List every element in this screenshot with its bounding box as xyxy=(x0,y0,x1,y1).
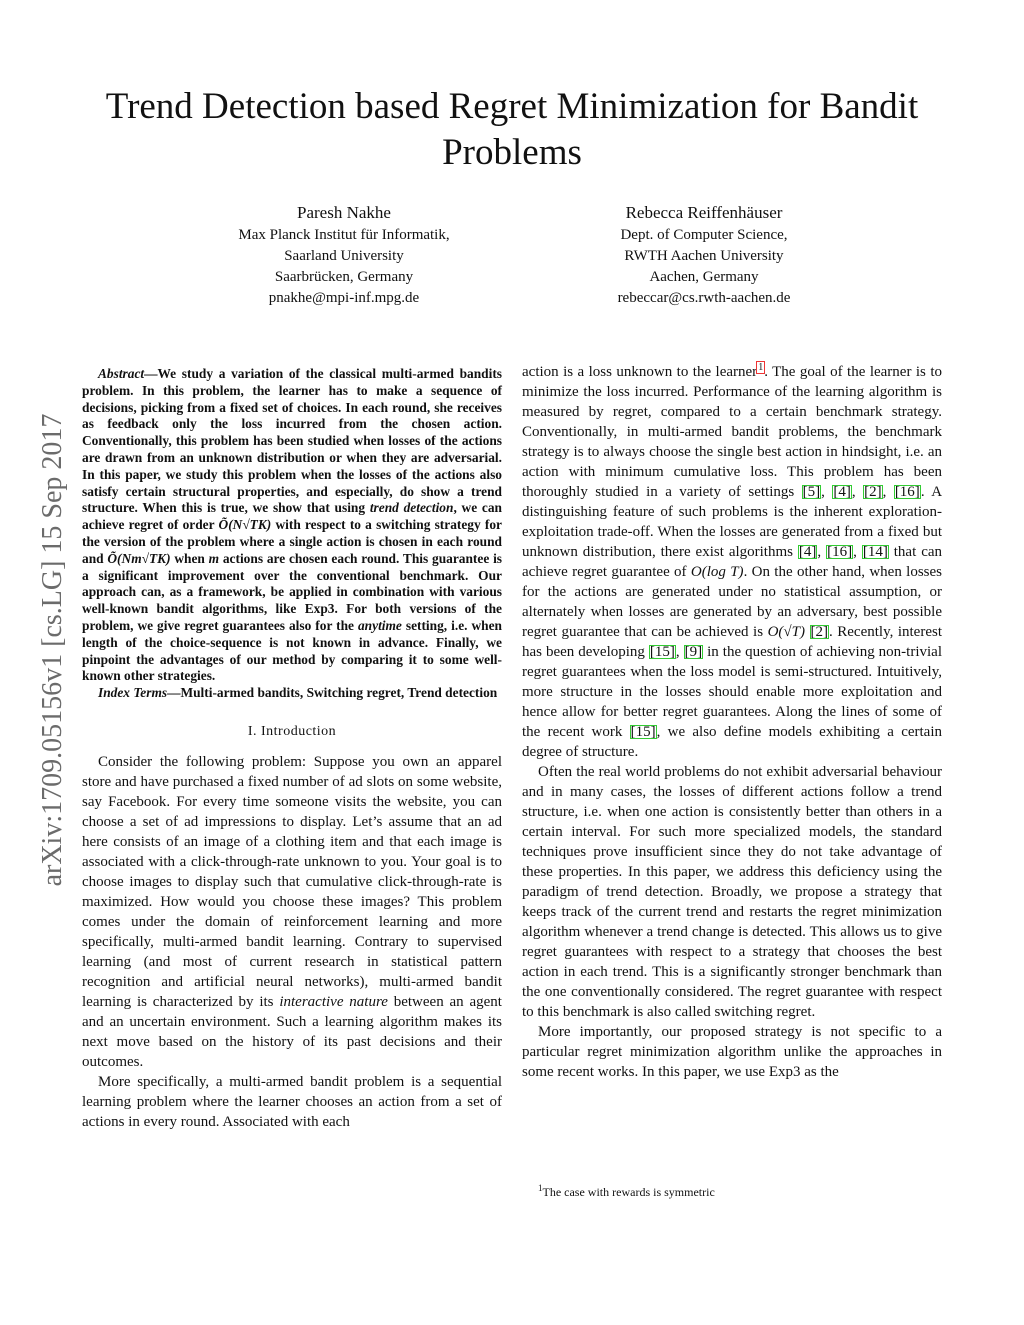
paragraph-text: that can achieve regret guarantee of xyxy=(522,544,943,580)
author-affiliation: RWTH Aachen University xyxy=(624,248,784,264)
author-email: rebeccar@cs.rwth-aachen.de xyxy=(617,290,791,306)
citation-link[interactable]: [2] xyxy=(864,484,882,500)
footnote-mark: 1 xyxy=(538,1183,543,1193)
abstract-text: , we can achieve regret of order xyxy=(82,500,502,533)
abstract xyxy=(82,366,502,685)
author-email: pnakhe@mpi-inf.mpg.de xyxy=(268,290,420,306)
footnote xyxy=(538,1180,938,1200)
author-affiliation: Max Planck Institut für Informatik, xyxy=(238,227,450,243)
abstract-label: Abstract xyxy=(98,366,145,381)
citation-link[interactable]: [9] xyxy=(684,644,703,660)
math-expression: O(√T) xyxy=(767,624,805,640)
citation-link[interactable]: [16] xyxy=(827,544,853,560)
paragraph: Often the real world problems do not exhibit adversarial behaviour and in many cases, the losses of different actions follow a trend structure, i.e. when one action is consistently better than others in a certain interval. For such more specialized models, the standard techniques prove insufficient since they do not take advantage of these properties. In this paper, we address this deficiency using the paradigm of trend detection. Broadly, we propose a strategy that keeps track of the current trend and restarts the regret minimization algorithm whenever a trend change is detected. This allows us to give regret guarantees with respect to a strategy that chooses the best action in each trend. This is a significantly stronger benchmark than the one conventionally considered. The regret guarantee with respect to this benchmark is also called switching regret. xyxy=(522,764,942,1020)
section-heading: I. Introduction xyxy=(247,723,337,739)
paragraph-text: between an agent and an uncertain environment. Such a learning algorithm makes its next move based on the history of its past decisions and their outcomes. xyxy=(82,993,502,1070)
index-terms-label: Index Terms xyxy=(98,685,168,701)
footnote-link[interactable]: 1 xyxy=(758,362,764,373)
abstract-text: setting, i.e. when length of the choice-sequence is not known in advance. Finally, we pinpoint the advantages of our method by comparing it to some well-known other strategies. xyxy=(82,617,502,684)
paragraph: More importantly, our proposed strategy is not specific to a particular regret minimization algorithm unlike the approaches in some recent works. In this paper, we use Exp3 as the xyxy=(522,1024,942,1080)
citation-link[interactable]: [16] xyxy=(894,484,920,500)
math-expression: O(log T) xyxy=(690,564,744,580)
abstract-text: —We study a variation of the classical multi-armed bandits problem. In this problem, the learner has to make a sequence of decisions, picking from a fixed set of choices. In each round, she receives as feedback only the loss incurred from the chosen action. Conventionally, this problem has been studied when losses of the actions are drawn from an unknown distribution or when they are adversarial. In this paper, we study this problem when the losses of the actions also satisfy certain structural properties, and especially, do show a trend structure. When this is true, we show that using xyxy=(82,366,502,516)
paragraph-text: . Recently, interest has been developing xyxy=(522,624,942,660)
author-location: Saarbrücken, Germany xyxy=(274,269,414,285)
paragraph-text: . The goal of the learner is to minimize the loss incurred. Performance of the learning algorithm is measured by regret, compared to a certain benchmark strategy. Conventionally, in multi-armed bandit problems, the benchmark strategy is to always choose the single best action in hindsight, i.e. an action with minimum cumulative loss. This problem has been thoroughly studied in a variety of settings xyxy=(522,364,942,500)
author-name: Rebecca Reiffenhäuser xyxy=(625,203,783,222)
citation-link[interactable]: [4] xyxy=(798,544,817,560)
left-column xyxy=(82,362,502,1132)
author-block-2 xyxy=(514,201,894,309)
paragraph-text: . A distinguishing feature of such problems is the inherent exploration-exploitation trade-off. When the losses are generated from a fixed but unknown distribution, there exist algorithms xyxy=(522,484,943,560)
math-expression: Õ(Nm√TK) xyxy=(107,550,171,566)
abstract-emphasis: anytime xyxy=(357,617,402,633)
abstract-text: when xyxy=(170,550,209,566)
citation-link[interactable]: [4] xyxy=(833,484,851,500)
paragraph-text: . On the other hand, when losses for the actions are generated under no statistical assumption, or alternately when losses are generated by an adversary, best possible regret guarantee that can be achieved is xyxy=(522,564,943,640)
paragraph-text: Consider the following problem: Suppose you own an apparel store and have purchased a fixed number of ad slots on some website, say Facebook. For every time someone visits the website, you can choose a set of ad impressions to display. Let’s assume that an ad here consists of an image of a clothing item and that each image is associated with a click-through-rate unknown to you. Your goal is to choose images to display such that cumulative click-through-rate is maximized. How would you choose these images? This problem comes under the domain of reinforcement learning and more specifically, multi-armed bandit learning. Contrary to supervised learning (and most of current research in statistical pattern recognition and artificial neural networks), multi-armed bandit learning is characterized by its xyxy=(82,753,502,1010)
citation-link[interactable]: [15] xyxy=(649,644,675,660)
right-column xyxy=(522,362,942,1082)
author-block-1 xyxy=(154,201,534,309)
math-expression: Õ(N√TK) xyxy=(218,517,272,533)
footnote-text: The case with rewards is symmetric xyxy=(542,1185,715,1199)
math-expression: m xyxy=(208,550,220,566)
arxiv-identifier: arXiv:1709.05156v1 [cs.LG] 15 Sep 2017 xyxy=(37,413,68,887)
author-name: Paresh Nakhe xyxy=(297,203,391,222)
paragraph-text: , we also define models exhibiting a certain degree of structure. xyxy=(522,724,943,760)
index-terms-text: —Multi-armed bandits, Switching regret, Trend detection xyxy=(167,685,498,701)
citation-link[interactable]: [15] xyxy=(630,724,656,740)
author-location: Aachen, Germany xyxy=(649,269,759,285)
paragraph-emphasis: interactive nature xyxy=(279,993,388,1010)
author-affiliation: Saarland University xyxy=(284,248,404,264)
paragraph: More specifically, a multi-armed bandit problem is a sequential learning problem where the learner chooses an action from a set of actions in every round. Associated with each xyxy=(82,1073,502,1130)
citation-link[interactable]: [5] xyxy=(802,484,821,500)
abstract-text: actions are chosen each round. This guarantee is a significant improvement over the conventional benchmark. Our approach can, as a framework, be applied in combination with various well-known bandit algorithms, like Exp3. For both versions of the problem, we give regret guarantees also for the xyxy=(82,550,502,633)
paragraph-text: in the question of achieving non-trivial regret guarantees when the loss model is semi-structured. Intuitively, more structure in the losses should enable more exploitation and hence allow for better regret guarantees. Along the lines of some of the recent work xyxy=(522,644,942,740)
paragraph: action is a loss unknown to the learner$^1$. The goal of the learner is to minimize the loss incurred. Performance of the learning algorithm is measured by regret, compared to a certain benchmark strategy. Conventionally, in multi-armed bandit problems, the benchmark strategy is to always choose the single best action in hindsight, i.e. an action with minimum cumulative loss. This problem has been thoroughly studied in a variety of settings [5], [4], [2], [16]. A distinguishing feature of such problems is the inherent exploration-exploitation trade-off. When the losses are generated from a fixed but unknown distribution, there exist algorithms [4], [16], [14] that can achieve regret guarantee of O(log T). On the other hand, when losses for the actions are generated under no statistical assumption, or alternately when losses are generated by an adversary, best possible regret guarantee that can be achieved is O(√T) [2]. Recently, interest has been developing [15], [9] in the question of achieving non-trivial regret guarantees when the loss model is semi-structured. Intuitively, more structure in the losses should enable more exploitation and hence allow for better regret guarantees. Along the lines of some of the recent work [15], we also define models exhibiting a certain degree of structure. xyxy=(522,362,943,760)
abstract-emphasis: trend detection xyxy=(369,500,454,516)
citation-link[interactable]: [2] xyxy=(810,624,828,640)
citation-link[interactable]: [14] xyxy=(862,544,888,560)
author-affiliation: Dept. of Computer Science, xyxy=(620,227,788,243)
paragraph xyxy=(82,752,502,1072)
paragraph-text: action is a loss unknown to the learner xyxy=(522,364,758,380)
abstract-text: with respect to a switching strategy for the version of the problem where a single action is chosen in each round and xyxy=(82,517,502,566)
index-terms xyxy=(82,685,502,702)
paper-title: Trend Detection based Regret Minimization for Bandit Problems xyxy=(105,86,919,173)
